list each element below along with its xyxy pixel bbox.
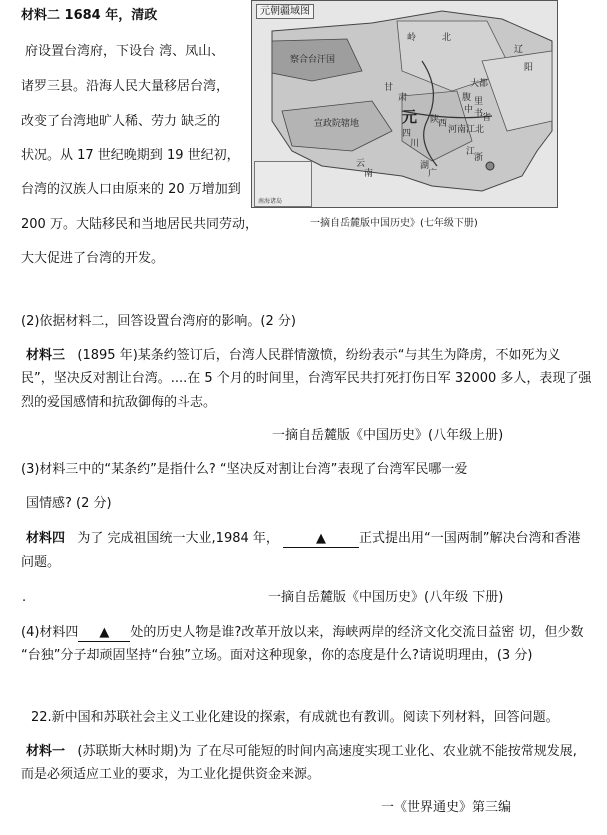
material1-label: 材料一 xyxy=(26,744,66,759)
material4-blank[interactable]: ▲ xyxy=(283,531,359,548)
map-label: 书 xyxy=(474,109,484,119)
material3-line-1 xyxy=(26,348,561,364)
map-label: 甘 xyxy=(384,83,394,93)
map-label: 里 xyxy=(474,97,484,107)
material3-source: 一摘自岳麓版《中国历史》(八年级上册) xyxy=(272,428,504,443)
material4-source: 一摘自岳麓版《中国历史》(八年级 下册) xyxy=(268,590,504,605)
question-4-line-2: “台独”分子却顽固坚持“台独”立场。面对这种现象，你的态度是什么?请说明理由，(3 分) xyxy=(21,648,533,663)
map-label: 江 xyxy=(466,147,476,157)
question-4-text: 处的历史人物是谁?改革开放以来，海峡两岸的经济文化交流日益密 切，但少数 xyxy=(130,625,584,640)
material2-line-6: 台湾的汉族人口由原来的 20 万增加到 xyxy=(21,182,241,197)
map-label: 大都 xyxy=(470,79,489,89)
map-label: 河南江北 xyxy=(448,125,485,135)
material2-line-7: 200 万。大陆移民和当地居民共同劳动， xyxy=(21,217,258,232)
material2-line-2: 府设置台湾府，下设台 湾、凤山、 xyxy=(25,44,225,59)
map-label: 中 xyxy=(464,105,474,115)
map-label: 川 xyxy=(410,139,420,149)
map-label: 肃 xyxy=(398,93,408,103)
material3-line-2: 民”，坚决反对割让台湾。....在 5 个月的时间里，台湾军民共打死打伤日军 32000 多人，表现了强 xyxy=(21,371,592,386)
map-label: 云 xyxy=(356,159,366,169)
material4-line-2: 问题。 xyxy=(21,555,61,570)
map-inset-box xyxy=(254,161,312,207)
material4-dot: . xyxy=(22,590,27,605)
map-label: 陕 xyxy=(430,115,440,125)
map-label: 四 xyxy=(402,129,412,139)
map-label: 元 xyxy=(402,108,418,126)
map-label: 岭 xyxy=(407,33,417,43)
material1-source: 一《世界通史》第三编 xyxy=(381,800,512,815)
map-label: 宣政院辖地 xyxy=(314,119,360,129)
map-label: 西 xyxy=(438,119,448,129)
map-label: 广 xyxy=(428,169,438,179)
material3-label: 材料三 xyxy=(26,348,66,363)
material1-text-1: (苏联斯大林时期)为 了在尽可能短的时间内高速度实现工业化、农业就不能按常规发展, xyxy=(77,744,577,759)
map-label: 省 xyxy=(482,113,492,123)
question-4-line-1 xyxy=(21,625,583,642)
map-label: 浙 xyxy=(474,153,484,163)
material1-line-2: 而是必须适应工业的要求，为工业化提供资金来源。 xyxy=(21,767,321,782)
material4-line-1 xyxy=(26,531,581,548)
map-label: 北 xyxy=(442,33,452,43)
material3-line-3: 烈的爱国感情和抗敌御侮的斗志。 xyxy=(21,395,217,410)
material3-text-1: (1895 年)某条约签订后，台湾人民群情激愤，纷纷表示“与其生为降虏，不如死为义 xyxy=(77,348,561,363)
material4-label: 材料四 xyxy=(26,531,66,546)
question-4-blank[interactable]: ▲ xyxy=(78,625,130,642)
question-2: (2)依据材料二，回答设置台湾府的影响。(2 分) xyxy=(21,314,296,329)
material2-line-8: 大大促进了台湾的开发。 xyxy=(21,251,165,266)
material4-text-a: 为了 完成祖国统一大业,1984 年， xyxy=(77,531,279,546)
map-label: 察合台汗国 xyxy=(290,55,336,65)
map-label: 湖 xyxy=(420,161,430,171)
material2-line-5: 状况。从 17 世纪晚期到 19 世纪初， xyxy=(21,148,240,163)
map-label: 南 xyxy=(364,169,374,179)
material4-text-b: 正式提出用“一国两制”解决台湾和香港 xyxy=(359,531,581,546)
map-inset-caption: 南海诸岛 xyxy=(258,198,283,205)
material2-line-4: 改变了台湾地旷人稀、劳力 缺乏的 xyxy=(21,114,221,129)
material2-line-1: 材料二 1684 年，清政 xyxy=(21,8,158,23)
material2-line-3: 诸罗三县。沿海人民大量移居台湾， xyxy=(21,79,230,94)
map-caption: 一摘自岳麓版中国历史》(七年级下册) xyxy=(310,218,478,229)
map-label: 阳 xyxy=(524,63,534,73)
map-label: 腹 xyxy=(462,93,472,103)
question-3-line-1: (3)材料三中的“某条约”是指什么? “坚决反对割让台湾”表现了台湾军民哪一爱 xyxy=(21,462,468,477)
material1-line-1 xyxy=(26,744,577,760)
map-label: 辽 xyxy=(514,45,524,55)
yuan-dynasty-map xyxy=(251,0,558,208)
question-4-prefix: (4)材料四 xyxy=(21,625,79,640)
question-22: 22.新中国和苏联社会主义工业化建设的探索，有成就也有教训。阅读下列材料，回答问题。 xyxy=(31,710,559,725)
question-3-line-2: 国情感? (2 分) xyxy=(26,496,112,511)
map-title: 元朝疆域图 xyxy=(256,4,314,19)
